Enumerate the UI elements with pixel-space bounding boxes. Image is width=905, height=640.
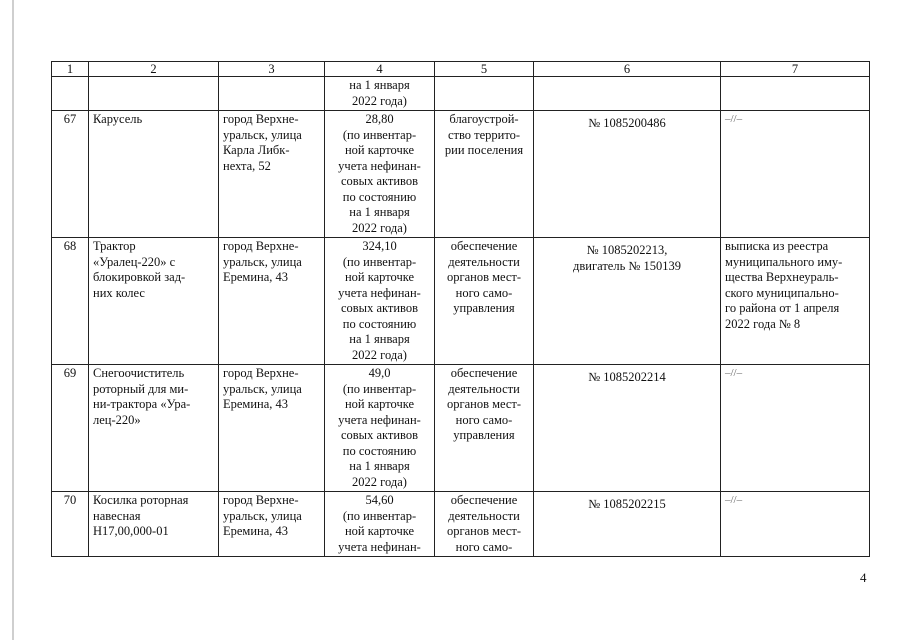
cell-line: управления <box>453 428 515 442</box>
cell-line: «Уралец-220» с <box>93 254 176 269</box>
cell-line: учета нефинан- <box>338 285 421 300</box>
continuation-row <box>52 77 870 111</box>
cell-value <box>325 365 435 492</box>
cell-line: по состоянию <box>342 316 417 331</box>
cell-line: ни-трактора «Ура- <box>93 397 191 411</box>
cell-line: Снегоочиститель <box>93 366 185 380</box>
cell-line: 49,0 <box>368 366 391 380</box>
column-number: 6 <box>534 62 721 77</box>
cell-line: (по инвентар- <box>342 127 417 142</box>
cell-value <box>325 492 435 557</box>
column-number: 7 <box>721 62 870 77</box>
cell-line: по состоянию <box>342 443 417 458</box>
cell-empty <box>89 77 219 111</box>
cell-line: город Верхне- <box>223 366 299 380</box>
cell-line: Н17,00,000-01 <box>93 524 169 538</box>
cell-address <box>219 365 325 492</box>
cell-line: нехта, 52 <box>223 158 271 173</box>
cell-address <box>219 238 325 365</box>
ditto-mark: –//– <box>725 494 743 506</box>
cell-line: город Верхне- <box>223 239 299 253</box>
cell-line: ного само- <box>455 412 513 427</box>
cell-line: уральск, улица <box>223 127 302 142</box>
cell-line: № 1085200486 <box>588 116 666 130</box>
cell-purpose <box>435 238 534 365</box>
cell-item-name <box>89 238 219 365</box>
cell-value <box>325 238 435 365</box>
cell-line: по состоянию <box>342 189 417 204</box>
cell-line: на 1 января <box>349 332 410 346</box>
cell-item-name <box>89 492 219 557</box>
cell-line: двигатель № 150139 <box>573 258 681 273</box>
cell-line: совых активов <box>340 174 419 188</box>
cell-line: город Верхне- <box>223 112 299 126</box>
cell-line: на 1 января <box>349 459 410 473</box>
cell-line: органов мест- <box>446 524 522 538</box>
cell-line: Трактор <box>93 239 136 253</box>
cell-line: Еремина, 43 <box>223 397 289 411</box>
cell-empty <box>219 77 325 111</box>
cell-address <box>219 111 325 238</box>
cell-line: выписка из реестра <box>725 239 829 253</box>
cell-line: 2022 года № 8 <box>725 316 801 331</box>
cell-basis <box>721 238 870 365</box>
cell-line: совых активов <box>340 301 419 315</box>
cell-line: ство террито- <box>447 127 521 142</box>
cell-line: № 1085202215 <box>588 497 666 511</box>
cell-line: ной карточке <box>344 143 415 157</box>
cell-line: ной карточке <box>344 397 415 411</box>
cell-line: Карла Либк- <box>223 143 290 157</box>
cell-address <box>219 492 325 557</box>
cell-line: благоустрой- <box>449 112 519 126</box>
cell-line: органов мест- <box>446 397 522 411</box>
cell-line: на 1 января <box>349 205 410 219</box>
table-row <box>52 365 870 492</box>
cell-value <box>325 111 435 238</box>
cell-purpose <box>435 365 534 492</box>
cell-line: 2022 года) <box>352 347 407 362</box>
cell-line: 54,60 <box>365 493 394 507</box>
cell-empty <box>721 77 870 111</box>
cell-line: деятельности <box>448 381 520 396</box>
column-number: 1 <box>52 62 89 77</box>
cell-row-number: 68 <box>52 238 89 365</box>
cell-line: уральск, улица <box>223 381 302 396</box>
cell-line: № 1085202214 <box>588 370 666 384</box>
cell-inventory-number <box>534 111 721 238</box>
cell-line: ного само- <box>455 285 513 300</box>
cell-row-number: 69 <box>52 365 89 492</box>
cell-inventory-number <box>534 238 721 365</box>
cell-line: ной карточке <box>344 524 415 538</box>
cell-basis <box>721 492 870 557</box>
ditto-mark: –//– <box>725 367 743 379</box>
cell-empty <box>534 77 721 111</box>
cell-line: го района от 1 апреля <box>725 301 840 315</box>
cell-line: обеспечение <box>450 366 518 380</box>
property-table <box>51 61 870 557</box>
page-number: 4 <box>860 570 867 585</box>
cell-line: 2022 года) <box>352 220 407 235</box>
cell-purpose <box>435 111 534 238</box>
cell-line: навесная <box>93 508 141 523</box>
cell-line: них колес <box>93 285 145 300</box>
cell-line: 2022 года) <box>352 474 407 489</box>
cell-item-name <box>89 365 219 492</box>
cell-line: управления <box>453 301 515 315</box>
cell-line: учета нефинан- <box>338 412 421 427</box>
cell-line: органов мест- <box>446 270 522 284</box>
cell-basis <box>721 111 870 238</box>
cell-empty <box>52 77 89 111</box>
cell-line: 28,80 <box>365 112 394 126</box>
cell-line: обеспечение <box>450 239 518 253</box>
cell-line: муниципального иму- <box>725 254 843 269</box>
column-number: 3 <box>219 62 325 77</box>
table-row <box>52 111 870 238</box>
cell-line: обеспечение <box>450 493 518 507</box>
table-row <box>52 238 870 365</box>
cell-line: ного само- <box>455 539 513 554</box>
cell-inventory-number <box>534 365 721 492</box>
cell-line: 324,10 <box>362 239 397 253</box>
cell-line: щества Верхнеураль- <box>725 270 839 284</box>
cell-line: Еремина, 43 <box>223 524 289 538</box>
cell-basis <box>721 365 870 492</box>
column-number: 5 <box>435 62 534 77</box>
cell-line: Косилка роторная <box>93 493 189 507</box>
cell-line: ной карточке <box>344 270 415 284</box>
cell-line: (по инвентар- <box>342 381 417 396</box>
cell-item-name <box>89 111 219 238</box>
cell-line: уральск, улица <box>223 254 302 269</box>
cell-empty <box>435 77 534 111</box>
cell-line: блокировкой зад- <box>93 270 186 284</box>
column-number: 4 <box>325 62 435 77</box>
table-row <box>52 492 870 557</box>
ditto-mark: –//– <box>725 113 743 125</box>
column-number-row <box>52 62 870 77</box>
cell-line: 2022 года) <box>352 93 407 108</box>
column-number: 2 <box>89 62 219 77</box>
cell-line: лец-220» <box>93 412 141 427</box>
cell-purpose <box>435 492 534 557</box>
cell-line: учета нефинан- <box>338 158 421 173</box>
cell-line: № 1085202213, <box>586 243 668 257</box>
cell-line: (по инвентар- <box>342 254 417 269</box>
cell-line: деятельности <box>448 254 520 269</box>
cell-inventory-number <box>534 492 721 557</box>
cell-line: уральск, улица <box>223 508 302 523</box>
cell-line: совых активов <box>340 428 419 442</box>
page-edge-shadow <box>12 0 14 640</box>
cell-line: рии поселения <box>444 143 524 157</box>
cell-line: на 1 января <box>349 78 410 92</box>
cell-line: город Верхне- <box>223 493 299 507</box>
cell-line: роторный для ми- <box>93 381 189 396</box>
cell-line: (по инвентар- <box>342 508 417 523</box>
cell-line: Карусель <box>93 112 143 126</box>
cell-line: Еремина, 43 <box>223 270 289 284</box>
cell-line: деятельности <box>448 508 520 523</box>
cell-row-number: 70 <box>52 492 89 557</box>
cell-value-continuation <box>325 77 435 111</box>
cell-line: ского муниципально- <box>725 285 839 300</box>
cell-row-number: 67 <box>52 111 89 238</box>
cell-line: учета нефинан- <box>338 539 421 554</box>
